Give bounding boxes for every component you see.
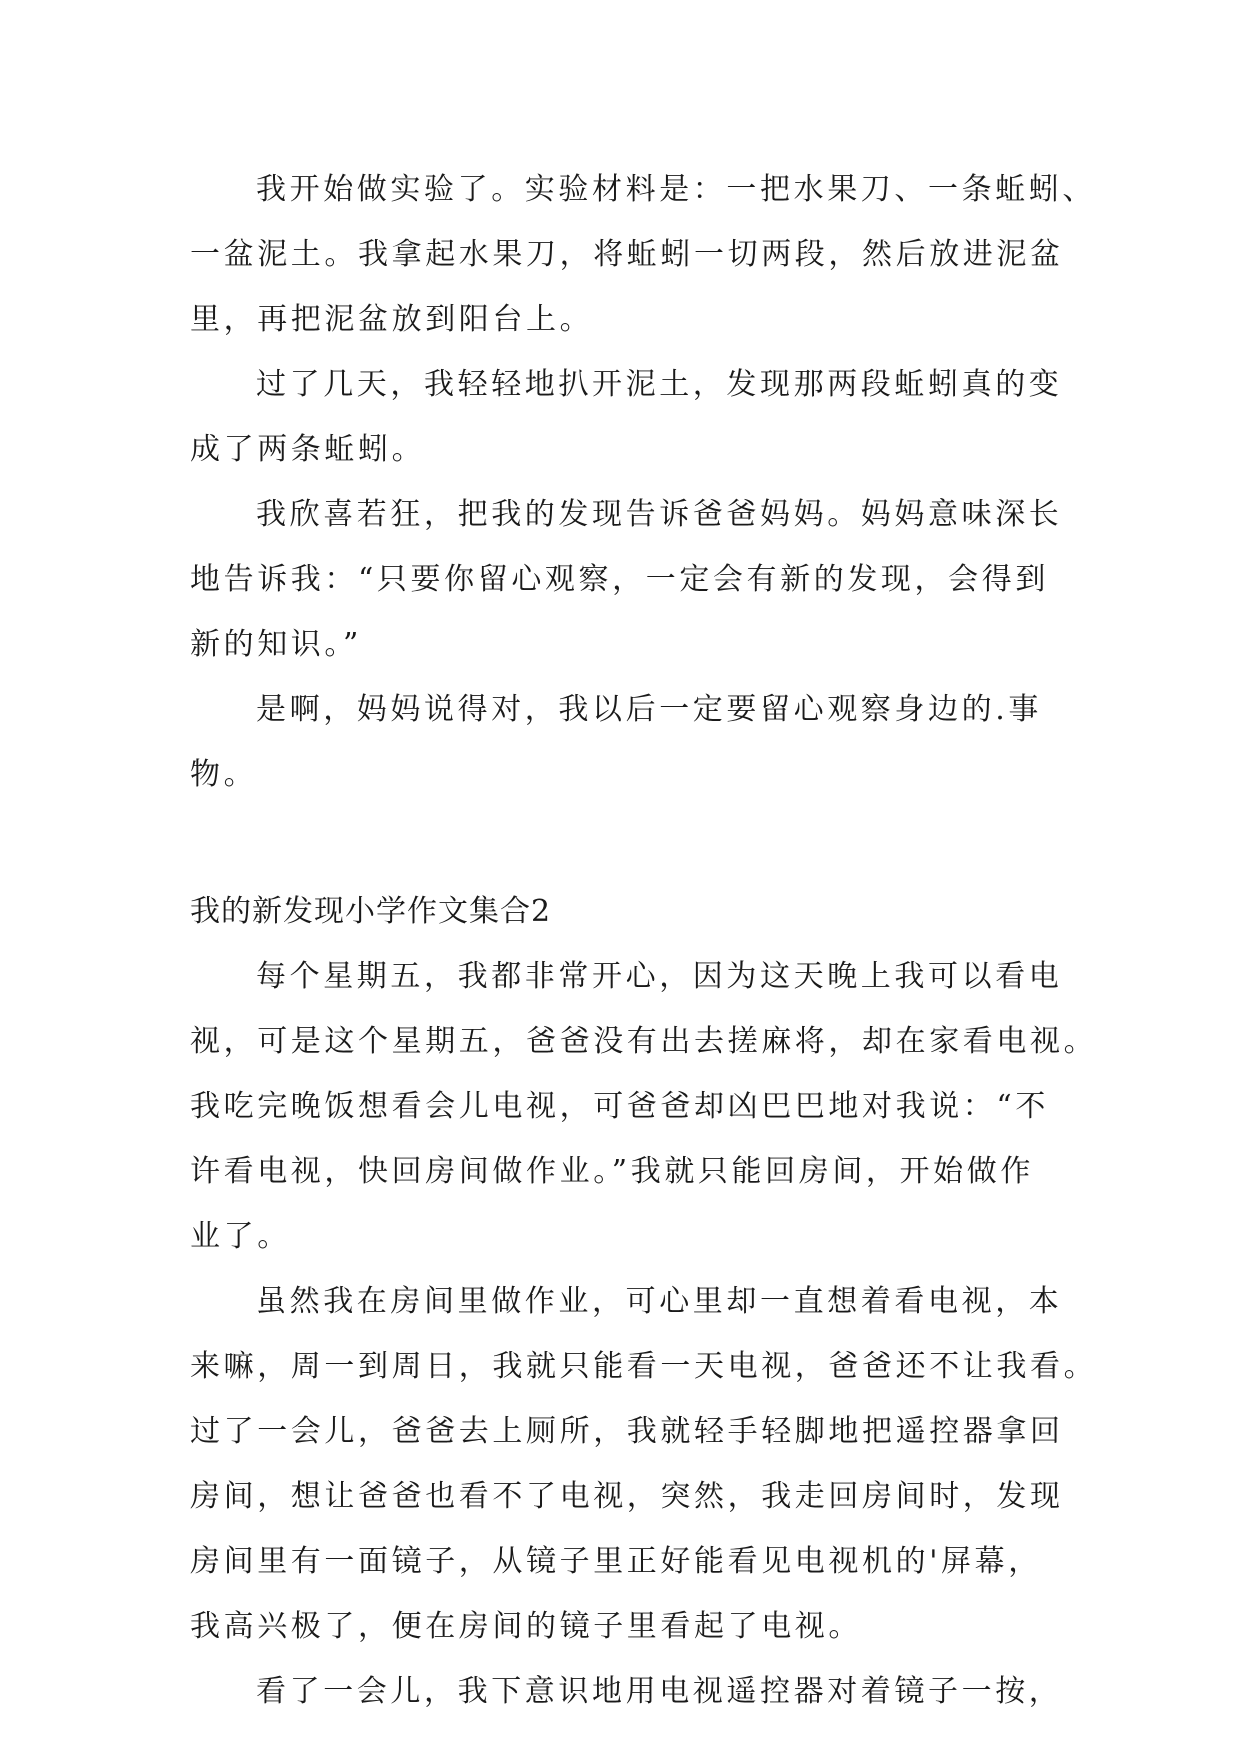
section-heading: 我的新发现小学作文集合2	[190, 894, 552, 929]
text-line: 成了两条蚯蚓。	[190, 432, 426, 467]
text-line: 里，再把泥盆放到阳台上。	[190, 302, 594, 337]
text-line: 每个星期五，我都非常开心，因为这天晚上我可以看电	[256, 959, 1063, 994]
text-line: 许看电视，快回房间做作业。”我就只能回房间，开始做作	[190, 1154, 1034, 1189]
text-line: 来嘛，周一到周日，我就只能看一天电视，爸爸还不让我看。	[190, 1349, 1098, 1384]
text-line: 视，可是这个星期五，爸爸没有出去搓麻将，却在家看电视。	[190, 1024, 1098, 1059]
text-line: 我开始做实验了。实验材料是：一把水果刀、一条蚯蚓、	[256, 172, 1096, 207]
text-line: 是啊，妈妈说得对，我以后一定要留心观察身边的.事	[256, 692, 1042, 727]
section-spacer	[190, 807, 1052, 879]
text-line: 一盆泥土。我拿起水果刀，将蚯蚓一切两段，然后放进泥盆	[190, 237, 1064, 272]
paragraph	[190, 482, 1063, 677]
paragraph	[190, 944, 1098, 1269]
text-line: 过了一会儿，爸爸去上厕所，我就轻手轻脚地把遥控器拿回	[190, 1414, 1064, 1449]
paragraph	[190, 677, 1052, 807]
text-line: 我吃完晚饭想看会儿电视，可爸爸却凶巴巴地对我说：“不	[190, 1089, 1049, 1124]
text-line: 过了几天，我轻轻地扒开泥土，发现那两段蚯蚓真的变	[256, 367, 1063, 402]
text-line: 业了。	[190, 1219, 291, 1254]
text-line: 我高兴极了，便在房间的镜子里看起了电视。	[190, 1609, 862, 1644]
document-body	[190, 157, 1098, 1724]
text-line: 看了一会儿，我下意识地用电视遥控器对着镜子一按，	[256, 1674, 1063, 1709]
text-line: 房间里有一面镜子，从镜子里正好能看见电视机的'屏幕，	[190, 1544, 1042, 1579]
text-line: 物。	[190, 757, 258, 792]
text-line: 地告诉我：“只要你留心观察，一定会有新的发现，会得到	[190, 562, 1049, 597]
paragraph	[190, 157, 1096, 352]
paragraph	[190, 1659, 1063, 1724]
paragraph	[190, 352, 1063, 482]
text-line: 虽然我在房间里做作业，可心里却一直想着看电视，本	[256, 1284, 1063, 1319]
text-line: 我欣喜若狂，把我的发现告诉爸爸妈妈。妈妈意味深长	[256, 497, 1063, 532]
text-line: 新的知识。”	[190, 627, 362, 662]
paragraph	[190, 1269, 1098, 1659]
text-line: 房间，想让爸爸也看不了电视，突然，我走回房间时，发现	[190, 1479, 1064, 1514]
